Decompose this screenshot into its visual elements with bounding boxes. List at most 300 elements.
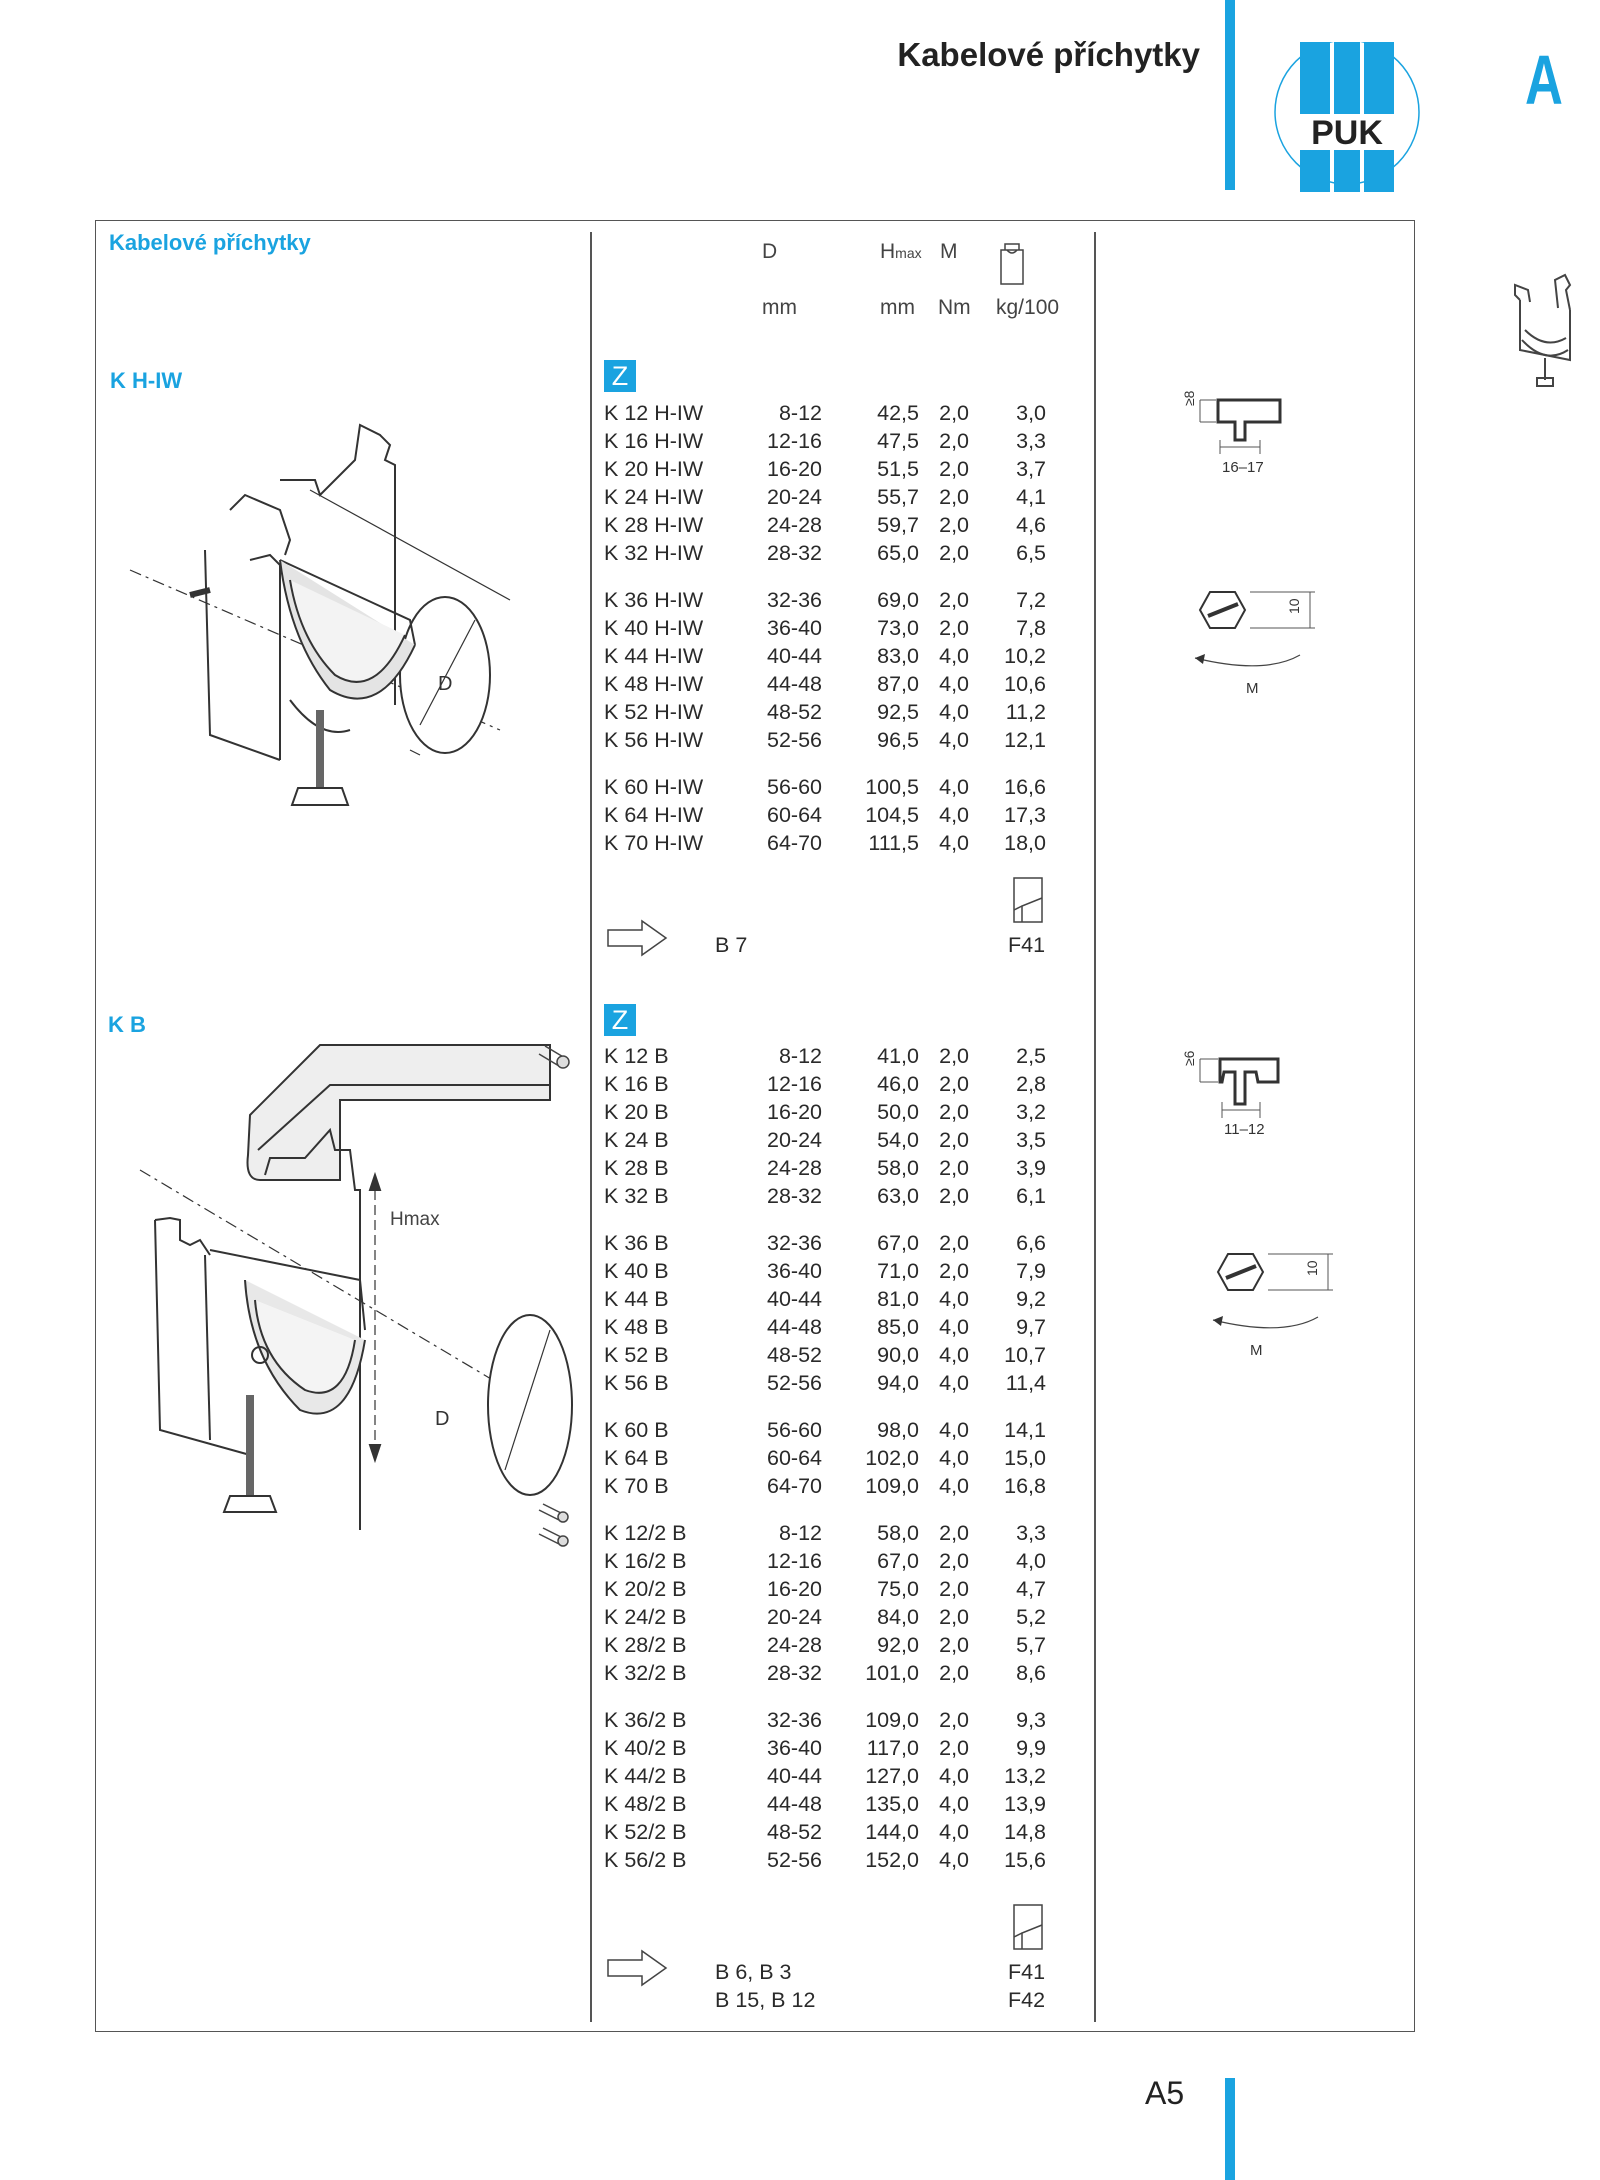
table-row: [604, 1100, 1084, 1128]
diameter-range: 28-32: [767, 1184, 822, 1208]
product-code: K 16 B: [604, 1072, 669, 1096]
product-code: K 24 H-IW: [604, 485, 704, 509]
diameter-range: 32-36: [767, 1708, 822, 1732]
sheet-ref[interactable]: F42: [1008, 1988, 1046, 2012]
product-code: K 36 H-IW: [604, 588, 704, 612]
table-row: [604, 1044, 1084, 1072]
product-code: K 52/2 B: [604, 1820, 687, 1844]
hmax-value: 58,0: [877, 1521, 919, 1545]
table-row: [604, 1156, 1084, 1184]
hmax-value: 144,0: [865, 1820, 919, 1844]
torque-value: 4,0: [939, 1848, 969, 1872]
table-row: [604, 1315, 1084, 1343]
table-row: [604, 1605, 1084, 1633]
torque-value: 2,0: [939, 1736, 969, 1760]
torque-value: 2,0: [939, 1231, 969, 1255]
k-h-iw-clip-illustration: [120, 420, 520, 820]
hmax-value: 83,0: [877, 644, 919, 668]
torque-value: 2,0: [939, 1633, 969, 1657]
diameter-range: 12-16: [767, 1549, 822, 1573]
ref-link[interactable]: B 15, B 12: [715, 1988, 816, 2012]
table-row: [604, 1259, 1084, 1287]
table-row: [604, 728, 1084, 756]
weight-value: 14,1: [1004, 1418, 1046, 1442]
hmax-value: 55,7: [877, 485, 919, 509]
product-code: K 28 B: [604, 1156, 669, 1180]
weight-value: 3,3: [1016, 1521, 1046, 1545]
torque-value: 2,0: [939, 429, 969, 453]
product-code: K 36/2 B: [604, 1708, 687, 1732]
diameter-range: 20-24: [767, 485, 822, 509]
torque-value: 2,0: [939, 485, 969, 509]
product-code: K 48/2 B: [604, 1792, 687, 1816]
torque-value: 2,0: [939, 1100, 969, 1124]
product-code: K 48 H-IW: [604, 672, 704, 696]
product-code: K 32/2 B: [604, 1661, 687, 1685]
label-m: M: [1246, 680, 1259, 697]
weight-value: 4,6: [1016, 513, 1046, 537]
hmax-value: 109,0: [865, 1474, 919, 1498]
diameter-range: 60-64: [767, 1446, 822, 1470]
diameter-range: 24-28: [767, 1156, 822, 1180]
weight-value: 11,4: [1005, 1371, 1046, 1395]
weight-value: 6,5: [1016, 541, 1046, 565]
weight-value: 15,0: [1004, 1446, 1046, 1470]
col-unit-h: mm: [880, 296, 915, 319]
table-row: [604, 672, 1084, 700]
section-label-k-h-iw: K H-IW: [110, 368, 183, 393]
logo-text: PUK: [1311, 114, 1383, 152]
weight-value: 16,8: [1004, 1474, 1046, 1498]
product-code: K 16/2 B: [604, 1549, 687, 1573]
hmax-value: 42,5: [877, 401, 919, 425]
rail-profile-dim-8: [1170, 372, 1310, 492]
product-code: K 32 H-IW: [604, 541, 704, 565]
weight-value: 9,9: [1016, 1736, 1046, 1760]
torque-value: 2,0: [939, 457, 969, 481]
product-code: K 48 B: [604, 1315, 669, 1339]
table-row: [604, 616, 1084, 644]
label-10: 10: [1286, 598, 1302, 614]
weight-value: 7,2: [1016, 588, 1046, 612]
torque-value: 4,0: [939, 700, 969, 724]
product-code: K 60 H-IW: [604, 775, 704, 799]
diameter-range: 52-56: [767, 1371, 822, 1395]
torque-value: 4,0: [939, 1315, 969, 1339]
label-d: D: [435, 1408, 450, 1430]
product-code: K 24 B: [604, 1128, 669, 1152]
torque-value: 2,0: [939, 1072, 969, 1096]
torque-value: 4,0: [939, 1343, 969, 1367]
data-sheet-icon: [1012, 1903, 1044, 1951]
hmax-value: 73,0: [877, 616, 919, 640]
torque-value: 2,0: [939, 1708, 969, 1732]
product-code: K 24/2 B: [604, 1605, 687, 1629]
label-11-12: 11–12: [1224, 1121, 1265, 1138]
torque-value: 4,0: [939, 1764, 969, 1788]
weight-value: 3,5: [1016, 1128, 1046, 1152]
hmax-value: 127,0: [865, 1764, 919, 1788]
data-sheet-icon: [1012, 876, 1044, 924]
diameter-range: 8-12: [778, 1521, 822, 1545]
weight-value: 7,8: [1016, 616, 1046, 640]
diameter-range: 12-16: [767, 1072, 822, 1096]
label-min-6: ≥6: [1181, 1050, 1197, 1066]
torque-value: 2,0: [939, 1577, 969, 1601]
col-header-d: D: [762, 240, 778, 263]
torque-value: 2,0: [939, 1184, 969, 1208]
torque-value: 4,0: [939, 1418, 969, 1442]
diameter-range: 48-52: [767, 700, 822, 724]
table-row: [604, 1708, 1084, 1736]
torque-value: 4,0: [939, 1820, 969, 1844]
product-code: K 52 B: [604, 1343, 669, 1367]
column-divider: [590, 232, 592, 2022]
torque-value: 4,0: [939, 728, 969, 752]
hmax-value: 51,5: [877, 457, 919, 481]
col-header-hmax: Hmax: [880, 240, 922, 263]
weight-value: 3,2: [1016, 1100, 1046, 1124]
hmax-value: 92,0: [877, 1633, 919, 1657]
hmax-value: 46,0: [877, 1072, 919, 1096]
col-unit-kg: kg/100: [996, 296, 1060, 319]
label-16-17: 16–17: [1222, 459, 1264, 476]
sheet-ref[interactable]: F41: [1008, 933, 1046, 957]
torque-value: 2,0: [939, 1259, 969, 1283]
product-code: K 40 B: [604, 1259, 669, 1283]
product-code: K 60 B: [604, 1418, 669, 1442]
diameter-range: 8-12: [778, 401, 822, 425]
diameter-range: 44-48: [767, 1792, 822, 1816]
section-label-k-b: K B: [108, 1012, 146, 1037]
weight-value: 17,3: [1004, 803, 1046, 827]
product-code: K 20 B: [604, 1100, 669, 1124]
hmax-value: 84,0: [877, 1605, 919, 1629]
label-d: D: [438, 673, 453, 695]
table-row: [604, 485, 1084, 513]
weight-value: 7,9: [1016, 1259, 1046, 1283]
clip-thumbnail-icon: [1500, 270, 1590, 390]
weight-icon: [995, 240, 1029, 288]
torque-value: 2,0: [939, 588, 969, 612]
hmax-value: 100,5: [865, 775, 919, 799]
weight-value: 3,7: [1016, 457, 1046, 481]
table-row: [604, 1577, 1084, 1605]
footer-accent-bar: [1225, 2078, 1235, 2180]
header-accent-bar: [1225, 0, 1235, 190]
diameter-range: 56-60: [767, 1418, 822, 1442]
section-heading: Kabelové příchytky: [109, 230, 311, 255]
hmax-value: 117,0: [866, 1736, 919, 1760]
hmax-value: 101,0: [865, 1661, 919, 1685]
hmax-value: 135,0: [865, 1792, 919, 1816]
rail-profile-dim-6: [1170, 1034, 1310, 1154]
product-code: K 12 B: [604, 1044, 669, 1068]
weight-value: 9,3: [1016, 1708, 1046, 1732]
table-row: [604, 1764, 1084, 1792]
product-code: K 16 H-IW: [604, 429, 704, 453]
arrow-reference-icon: [606, 918, 668, 958]
weight-value: 9,7: [1016, 1315, 1046, 1339]
ref-link[interactable]: B 7: [715, 933, 748, 957]
hmax-value: 75,0: [877, 1577, 919, 1601]
label-m: M: [1250, 1342, 1263, 1359]
table-row: [604, 1072, 1084, 1100]
ref-link[interactable]: B 6, B 3: [715, 1960, 792, 1984]
hmax-value: 65,0: [877, 541, 919, 565]
hmax-subscript: max: [895, 245, 922, 261]
diameter-range: 20-24: [767, 1128, 822, 1152]
hmax-value: 63,0: [877, 1184, 919, 1208]
diameter-range: 16-20: [767, 1577, 822, 1601]
label-min-8: ≥8: [1181, 390, 1197, 406]
torque-value: 2,0: [939, 616, 969, 640]
hmax-value: 47,5: [877, 429, 919, 453]
product-code: K 20/2 B: [604, 1577, 687, 1601]
weight-value: 10,6: [1004, 672, 1046, 696]
page-title: Kabelové příchytky: [897, 36, 1200, 73]
weight-value: 15,6: [1004, 1848, 1046, 1872]
diameter-range: 48-52: [767, 1343, 822, 1367]
hmax-value: 104,5: [865, 803, 919, 827]
diameter-range: 48-52: [767, 1820, 822, 1844]
hmax-value: 71,0: [877, 1259, 919, 1283]
weight-value: 3,3: [1016, 429, 1046, 453]
diameter-range: 40-44: [767, 1287, 822, 1311]
torque-value: 4,0: [939, 831, 969, 855]
weight-value: 10,2: [1004, 644, 1046, 668]
table-row: [604, 1474, 1084, 1502]
hmax-value: 96,5: [877, 728, 919, 752]
table-row: [604, 1184, 1084, 1212]
torque-value: 2,0: [939, 513, 969, 537]
diameter-range: 24-28: [767, 513, 822, 537]
column-divider: [1094, 232, 1096, 2022]
product-code: K 64 B: [604, 1446, 669, 1470]
hmax-value: 109,0: [865, 1708, 919, 1732]
diameter-range: 24-28: [767, 1633, 822, 1657]
table-row: [604, 1661, 1084, 1689]
product-code: K 28/2 B: [604, 1633, 687, 1657]
product-code: K 40 H-IW: [604, 616, 704, 640]
diameter-range: 16-20: [767, 1100, 822, 1124]
table-row: [604, 588, 1084, 616]
torque-value: 2,0: [939, 1605, 969, 1629]
torque-value: 4,0: [939, 672, 969, 696]
torque-value: 4,0: [939, 1446, 969, 1470]
product-code: K 56 H-IW: [604, 728, 704, 752]
table-row: [604, 1521, 1084, 1549]
product-code: K 44 H-IW: [604, 644, 704, 668]
hmax-value: 81,0: [877, 1287, 919, 1311]
weight-value: 8,6: [1016, 1661, 1046, 1685]
torque-value: 4,0: [939, 1287, 969, 1311]
diameter-range: 20-24: [767, 1605, 822, 1629]
hmax-value: 67,0: [877, 1231, 919, 1255]
hmax-value: 58,0: [877, 1156, 919, 1180]
torque-value: 4,0: [939, 803, 969, 827]
col-header-m: M: [940, 240, 958, 263]
torque-value: 4,0: [939, 644, 969, 668]
label-hmax: Hmax: [390, 1209, 440, 1230]
table-row: [604, 1128, 1084, 1156]
product-code: K 70 H-IW: [604, 831, 704, 855]
table-row: [604, 1446, 1084, 1474]
diameter-range: 16-20: [767, 457, 822, 481]
table-row: [604, 803, 1084, 831]
diameter-range: 64-70: [767, 831, 822, 855]
z-badge: Z: [604, 1004, 636, 1036]
diameter-range: 36-40: [767, 1259, 822, 1283]
torque-value: 2,0: [939, 1128, 969, 1152]
table-row: [604, 1633, 1084, 1661]
torque-value: 2,0: [939, 1044, 969, 1068]
table-row: [604, 1287, 1084, 1315]
product-code: K 56 B: [604, 1371, 669, 1395]
hmax-value: 69,0: [877, 588, 919, 612]
weight-value: 2,8: [1016, 1072, 1046, 1096]
single-cable-icon: [535, 1040, 575, 1080]
diameter-range: 28-32: [767, 541, 822, 565]
diameter-range: 32-36: [767, 1231, 822, 1255]
section-letter: A: [1525, 41, 1563, 119]
sheet-ref[interactable]: F41: [1008, 1960, 1046, 1984]
table-row: [604, 1820, 1084, 1848]
torque-value: 4,0: [939, 1792, 969, 1816]
diameter-range: 32-36: [767, 588, 822, 612]
table-row: [604, 429, 1084, 457]
hmax-value: 98,0: [877, 1418, 919, 1442]
hmax-value: 54,0: [877, 1128, 919, 1152]
hmax-value: 41,0: [877, 1044, 919, 1068]
product-code: K 12/2 B: [604, 1521, 687, 1545]
product-code: K 28 H-IW: [604, 513, 704, 537]
product-code: K 32 B: [604, 1184, 669, 1208]
page-number: A5: [1145, 2075, 1185, 2111]
table-row: [604, 1848, 1084, 1876]
diameter-range: 56-60: [767, 775, 822, 799]
table-row: [604, 1792, 1084, 1820]
weight-value: 14,8: [1004, 1820, 1046, 1844]
weight-value: 3,9: [1016, 1156, 1046, 1180]
diameter-range: 8-12: [778, 1044, 822, 1068]
table-row: [604, 1418, 1084, 1446]
product-code: K 44 B: [604, 1287, 669, 1311]
product-code: K 40/2 B: [604, 1736, 687, 1760]
table-row: [604, 831, 1084, 859]
product-code: K 20 H-IW: [604, 457, 704, 481]
weight-value: 13,9: [1004, 1792, 1046, 1816]
table-row: [604, 1736, 1084, 1764]
hmax-value: 102,0: [865, 1446, 919, 1470]
k-b-clip-illustration: [130, 1040, 590, 1530]
torque-value: 2,0: [939, 1156, 969, 1180]
table-row: [604, 1343, 1084, 1371]
diameter-range: 44-48: [767, 1315, 822, 1339]
weight-value: 4,7: [1016, 1577, 1046, 1601]
weight-value: 3,0: [1016, 401, 1046, 425]
torque-value: 2,0: [939, 401, 969, 425]
col-unit-m: Nm: [938, 296, 971, 319]
table-row: [604, 700, 1084, 728]
weight-value: 5,2: [1016, 1605, 1046, 1629]
diameter-range: 52-56: [767, 728, 822, 752]
table-row: [604, 401, 1084, 429]
weight-value: 6,1: [1016, 1184, 1046, 1208]
hmax-value: 94,0: [877, 1371, 919, 1395]
table-row: [604, 541, 1084, 569]
weight-value: 5,7: [1016, 1633, 1046, 1657]
hmax-value: 50,0: [877, 1100, 919, 1124]
diameter-range: 44-48: [767, 672, 822, 696]
table-row: [604, 1371, 1084, 1399]
table-row: [604, 775, 1084, 803]
table-row: [604, 513, 1084, 541]
weight-value: 18,0: [1004, 831, 1046, 855]
hmax-value: 85,0: [877, 1315, 919, 1339]
hmax-value: 92,5: [877, 700, 919, 724]
col-unit-d: mm: [762, 296, 797, 319]
diameter-range: 60-64: [767, 803, 822, 827]
torque-value: 2,0: [939, 541, 969, 565]
table-row: [604, 1231, 1084, 1259]
arrow-reference-icon: [606, 1948, 668, 1988]
diameter-range: 52-56: [767, 1848, 822, 1872]
product-code: K 64 H-IW: [604, 803, 704, 827]
hmax-value: 59,7: [877, 513, 919, 537]
product-code: K 70 B: [604, 1474, 669, 1498]
diameter-range: 36-40: [767, 616, 822, 640]
diameter-range: 40-44: [767, 644, 822, 668]
torque-value: 2,0: [939, 1521, 969, 1545]
weight-value: 13,2: [1004, 1764, 1046, 1788]
weight-value: 2,5: [1016, 1044, 1046, 1068]
weight-value: 9,2: [1016, 1287, 1046, 1311]
weight-value: 4,1: [1016, 485, 1046, 509]
weight-value: 4,0: [1016, 1549, 1046, 1573]
hmax-value: 67,0: [877, 1549, 919, 1573]
weight-value: 10,7: [1004, 1343, 1046, 1367]
hmax-value: 87,0: [877, 672, 919, 696]
torque-value: 4,0: [939, 775, 969, 799]
label-10: 10: [1304, 1260, 1320, 1276]
diameter-range: 28-32: [767, 1661, 822, 1685]
product-code: K 56/2 B: [604, 1848, 687, 1872]
product-code: K 52 H-IW: [604, 700, 704, 724]
diameter-range: 40-44: [767, 1764, 822, 1788]
table-row: [604, 1549, 1084, 1577]
torque-value: 4,0: [939, 1474, 969, 1498]
weight-value: 11,2: [1005, 700, 1046, 724]
weight-value: 12,1: [1004, 728, 1046, 752]
puk-logo: [1272, 42, 1422, 192]
weight-value: 16,6: [1004, 775, 1046, 799]
weight-value: 6,6: [1016, 1231, 1046, 1255]
hmax-value: 90,0: [877, 1343, 919, 1367]
diameter-range: 12-16: [767, 429, 822, 453]
table-row: [604, 644, 1084, 672]
hmax-value: 152,0: [865, 1848, 919, 1872]
torque-value: 2,0: [939, 1549, 969, 1573]
hex-bolt-torque-detail: [1208, 1232, 1358, 1362]
product-code: K 36 B: [604, 1231, 669, 1255]
hmax-value: 111,5: [868, 831, 919, 855]
table-row: [604, 457, 1084, 485]
product-code: K 12 H-IW: [604, 401, 704, 425]
torque-value: 2,0: [939, 1661, 969, 1685]
hex-bolt-torque-detail: [1190, 570, 1340, 700]
diameter-range: 36-40: [767, 1736, 822, 1760]
